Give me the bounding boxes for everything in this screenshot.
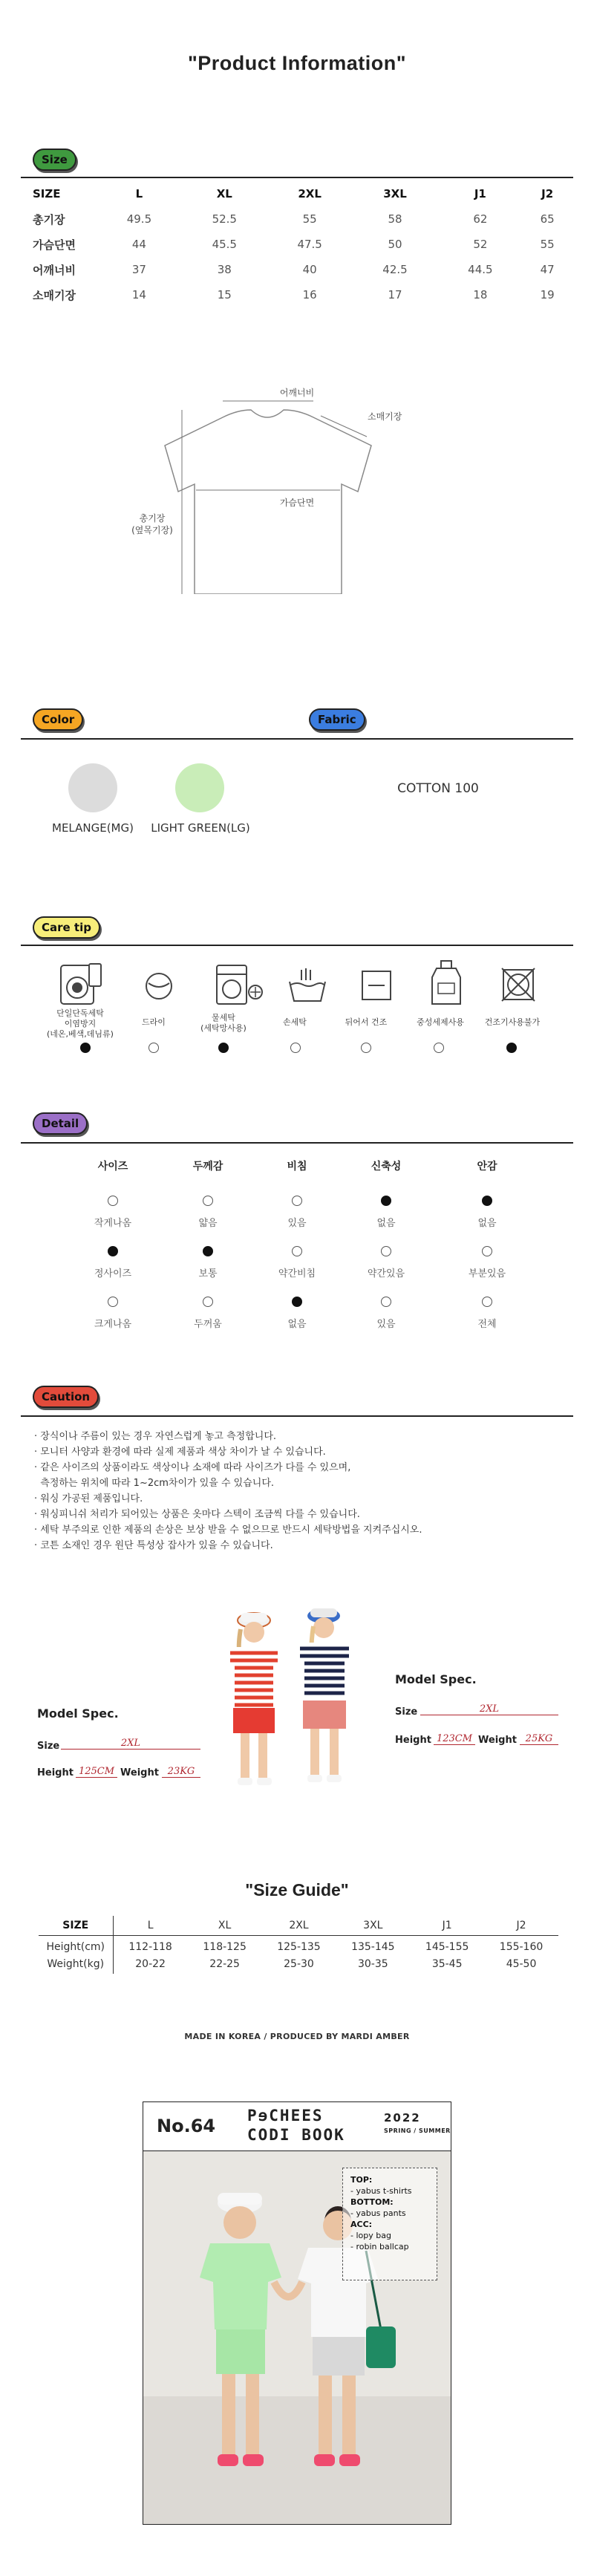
- chest-label: 가슴단면: [279, 498, 315, 508]
- length-label-line2: (옆목기장): [131, 525, 173, 535]
- size-row-label: 소매기장: [33, 288, 76, 302]
- caution-line: · 같은 사이즈의 상품이라도 색상이나 소재에 따라 사이즈가 다를 수 있으며,: [34, 1462, 351, 1473]
- size-cell: 45.5: [212, 238, 237, 251]
- size-guide-row-label: Weight(kg): [39, 1954, 113, 1974]
- size-cell: 65: [540, 212, 555, 226]
- size-cell: 14: [131, 288, 146, 301]
- outfit-item-cap: - robin ballcap: [350, 2242, 409, 2251]
- detergent-icon: [432, 961, 460, 1004]
- size-guide-row: [39, 1954, 558, 1974]
- size-cell: 18: [473, 288, 488, 301]
- size-cell: 52.5: [212, 212, 237, 226]
- caution-line: · 모니터 사양과 환경에 따라 실제 제품과 색상 차이가 날 수 있습니다.: [34, 1447, 326, 1458]
- size-guide-cell: 118-125: [203, 1941, 247, 1954]
- size-guide-cell: 30-35: [357, 1958, 388, 1970]
- care-indicator: [80, 1043, 91, 1053]
- care-divider: [21, 945, 573, 946]
- detail-option-label: 없음: [477, 1218, 497, 1229]
- size-guide-cell: 35-45: [431, 1958, 463, 1970]
- detail-head-stretch: 신축성: [371, 1161, 402, 1173]
- detail-head-sheer: 비침: [287, 1161, 307, 1173]
- size-guide-head-cell: XL: [188, 1916, 262, 1935]
- size-header-cell: J1: [474, 187, 486, 200]
- outfit-heading-top: TOP:: [350, 2175, 373, 2185]
- detail-option-label: 두꺼움: [194, 1319, 222, 1330]
- size-guide-row: [39, 1935, 558, 1954]
- color-name-melange: MELANGE(MG): [52, 821, 134, 835]
- size-cell: 47.5: [297, 238, 322, 251]
- model-1-figure: [227, 1613, 281, 1785]
- size-guide-header: [39, 1916, 558, 1935]
- caution-line: · 워싱 가공된 제품입니다.: [34, 1493, 143, 1504]
- size-cell: 49.5: [126, 212, 152, 226]
- detail-dot: [381, 1297, 391, 1307]
- model-spec-height-value: 123CM: [434, 1733, 475, 1745]
- detail-dot: [482, 1297, 492, 1307]
- size-row-label: 가슴단면: [33, 238, 76, 252]
- codi-book-year: 2022: [384, 2111, 421, 2125]
- size-cell: 42.5: [382, 263, 408, 276]
- detail-dot: [108, 1196, 118, 1206]
- size-guide-table: [39, 1916, 558, 1974]
- footer-credit: MADE IN KOREA / PRODUCED BY MARDI AMBER: [184, 2032, 410, 2041]
- detail-dot: [203, 1297, 213, 1307]
- care-indicator: [290, 1043, 301, 1053]
- codi-book-title-1: PɘCHEES: [247, 2107, 324, 2125]
- washing-machine-icon: [217, 965, 262, 1004]
- detail-dot: [482, 1196, 492, 1206]
- model-spec-size-label: Size: [395, 1706, 418, 1718]
- size-row-label: 총기장: [33, 212, 65, 226]
- size-cell: 62: [473, 212, 488, 226]
- size-guide-row-label: Height(cm): [39, 1935, 113, 1954]
- color-name-lightgreen: LIGHT GREEN(LG): [151, 821, 250, 835]
- size-cell: 52: [473, 238, 488, 251]
- model-spec-height-value: 125CM: [76, 1766, 117, 1778]
- size-guide-head-cell: 2XL: [262, 1916, 336, 1935]
- size-cell: 37: [131, 263, 146, 276]
- size-header-cell: XL: [216, 187, 232, 200]
- outfit-item-bottom: - yabus pants: [350, 2208, 406, 2218]
- sleeve-label: 소매기장: [368, 411, 402, 422]
- size-guide-cell: 20-22: [135, 1958, 166, 1970]
- detail-dot: [292, 1297, 302, 1307]
- detail-tag: Detail: [33, 1112, 88, 1135]
- model-spec-size-label: Size: [37, 1741, 60, 1752]
- caution-line: 측정하는 위치에 따라 1~2cm차이가 있을 수 있습니다.: [34, 1478, 275, 1489]
- codi-outfit-box: [342, 2168, 437, 2280]
- model-spec-weight-value: 23KG: [162, 1766, 200, 1778]
- size-guide-cell: 25-30: [284, 1958, 314, 1970]
- detail-option-label: 작게나옴: [94, 1218, 132, 1229]
- length-label: [119, 512, 186, 536]
- codi-book-card: [143, 2101, 451, 2525]
- separate-wash-icon: [61, 964, 101, 1004]
- outfit-heading-acc: ACC:: [350, 2220, 373, 2229]
- detail-dot: [108, 1246, 118, 1256]
- detail-option-label: 없음: [376, 1218, 396, 1229]
- size-cell: 44.5: [468, 263, 493, 276]
- size-cell: 19: [540, 288, 555, 301]
- detail-divider: [21, 1142, 573, 1144]
- color-divider: [21, 738, 573, 740]
- detail-dot: [203, 1196, 213, 1206]
- size-cell: 55: [302, 212, 317, 226]
- model-spec-title: Model Spec.: [395, 1672, 477, 1686]
- care-indicator: [361, 1043, 371, 1053]
- care-indicator: [506, 1043, 517, 1053]
- size-row: [22, 232, 572, 257]
- detail-head-size: 사이즈: [97, 1161, 128, 1173]
- size-cell: 40: [302, 263, 317, 276]
- size-guide-cell: 135-145: [351, 1941, 395, 1954]
- shoulder-label: 어깨너비: [279, 388, 315, 398]
- codi-book-number: No.64: [157, 2116, 216, 2136]
- caution-tag: Caution: [33, 1386, 99, 1408]
- codi-book-title-2: CODI BOOK: [247, 2126, 345, 2144]
- care-tag: Care tip: [33, 916, 100, 939]
- size-row: [22, 282, 572, 307]
- size-row: [22, 206, 572, 232]
- size-header-cell: 3XL: [383, 187, 407, 200]
- detail-option-label: 크게나옴: [94, 1319, 132, 1330]
- detail-option-label: 없음: [287, 1319, 307, 1330]
- color-tag: Color: [33, 708, 83, 731]
- color-swatch-melange[interactable]: [68, 763, 117, 812]
- color-swatch-lightgreen[interactable]: [175, 763, 224, 812]
- detail-option-label: 약간있음: [367, 1268, 405, 1279]
- model-photo: [200, 1597, 379, 1819]
- fabric-tag: Fabric: [309, 708, 365, 731]
- size-cell: 44: [131, 238, 146, 251]
- caution-line: · 세탁 부주의로 인한 제품의 손상은 보상 받을 수 없으므로 반드시 세탁방법을 지켜주십시오.: [34, 1525, 422, 1536]
- care-label-separate: 단일단독세탁 이염방지 (네온,베색,데님류): [47, 1008, 114, 1039]
- size-guide-cell: 112-118: [128, 1941, 172, 1954]
- model-spec-weight-label: Weight: [478, 1735, 517, 1746]
- care-label-no-tumble: 건조기사용불가: [484, 1017, 541, 1027]
- care-label-detergent: 중성세제사용: [417, 1017, 464, 1027]
- model-spec-size-value: 2XL: [61, 1738, 200, 1750]
- size-cell: 47: [540, 263, 555, 276]
- care-indicator: [148, 1043, 159, 1053]
- size-cell: 15: [217, 288, 232, 301]
- caution-list: [34, 1429, 569, 1553]
- care-label-flat-dry: 뒤어서 건조: [345, 1017, 388, 1027]
- size-header-cell: L: [135, 187, 143, 200]
- detail-dot: [381, 1196, 391, 1206]
- fabric-value: COTTON 100: [397, 781, 479, 796]
- size-guide-head-cell: J1: [410, 1916, 484, 1935]
- size-guide-cell: 145-155: [425, 1941, 469, 1954]
- codi-book-season: SPRING / SUMMER: [384, 2127, 451, 2134]
- page-title: "Product Information": [187, 52, 407, 74]
- model-spec-title: Model Spec.: [37, 1706, 119, 1721]
- dry-clean-icon: [146, 974, 172, 999]
- model-spec-height-label: Height: [37, 1767, 74, 1778]
- care-label-machine: 물세탁 (세탁망사용): [200, 1013, 247, 1033]
- care-indicator: [434, 1043, 444, 1053]
- size-guide-cell: 45-50: [506, 1958, 537, 1970]
- detail-dot: [292, 1196, 302, 1206]
- size-guide-head-cell: J2: [484, 1916, 558, 1935]
- flat-dry-icon: [362, 971, 391, 1000]
- detail-option-label: 얇음: [198, 1218, 218, 1229]
- detail-option-label: 있음: [376, 1319, 396, 1330]
- size-row: [22, 257, 572, 282]
- model-spec-size-value: 2XL: [420, 1703, 558, 1715]
- size-row-label: 어깨너비: [33, 263, 76, 277]
- size-header-cell: SIZE: [33, 187, 61, 200]
- size-cell: 55: [540, 238, 555, 251]
- detail-dot: [203, 1246, 213, 1256]
- outfit-heading-bottom: BOTTOM:: [350, 2197, 394, 2207]
- detail-option-label: 부분있음: [468, 1268, 506, 1279]
- detail-option-label: 있음: [287, 1218, 307, 1229]
- size-tag: Size: [33, 149, 76, 171]
- size-guide-head-cell: 3XL: [336, 1916, 410, 1935]
- no-tumble-dry-icon: [502, 968, 535, 1001]
- outfit-item-top: - yabus t-shirts: [350, 2186, 412, 2196]
- size-cell: 38: [217, 263, 232, 276]
- care-label-dry: 드라이: [142, 1017, 166, 1027]
- size-table: [22, 181, 572, 307]
- detail-option-label: 전체: [477, 1319, 497, 1330]
- size-table-header: [22, 181, 572, 206]
- size-guide-title: "Size Guide": [245, 1880, 349, 1900]
- size-guide-head-cell: SIZE: [39, 1916, 113, 1935]
- size-guide-head-cell: L: [113, 1916, 188, 1935]
- caution-line: · 장식이나 주름이 있는 경우 자연스럽게 놓고 측정합니다.: [34, 1431, 277, 1442]
- size-guide-cell: 22-25: [209, 1958, 240, 1970]
- caution-line: · 워싱피니쉬 처리가 되어있는 상품은 옷마다 스텍이 조금씩 다를 수 있습니다.: [34, 1509, 360, 1520]
- tshirt-diagram: [119, 371, 431, 594]
- model-spec-height-label: Height: [395, 1735, 431, 1746]
- care-indicator: [218, 1043, 229, 1053]
- detail-head-thickness: 두께감: [192, 1161, 223, 1173]
- detail-head-lining: 안감: [477, 1161, 497, 1173]
- care-icons: [52, 958, 549, 1017]
- detail-option-label: 약간비침: [278, 1268, 316, 1279]
- detail-dot: [482, 1246, 492, 1256]
- model-2-figure: [297, 1608, 352, 1782]
- length-label-line1: 총기장: [139, 513, 166, 524]
- size-cell: 17: [388, 288, 402, 301]
- caution-divider: [21, 1415, 573, 1417]
- size-header-cell: 2XL: [298, 187, 322, 200]
- detail-option-label: 보통: [198, 1268, 218, 1279]
- model-spec-weight-label: Weight: [120, 1767, 159, 1778]
- model-spec-weight-value: 25KG: [520, 1733, 558, 1745]
- outfit-item-bag: - lopy bag: [350, 2231, 391, 2240]
- detail-option-label: 정사이즈: [94, 1268, 132, 1279]
- detail-dot: [108, 1297, 118, 1307]
- hand-wash-icon: [290, 968, 325, 1001]
- detail-dot: [381, 1246, 391, 1256]
- size-cell: 50: [388, 238, 402, 251]
- size-cell: 58: [388, 212, 402, 226]
- detail-dot: [292, 1246, 302, 1256]
- caution-line: · 코튼 소재인 경우 원단 특성상 잡사가 있을 수 있습니다.: [34, 1540, 273, 1551]
- size-divider: [21, 177, 573, 178]
- size-header-cell: J2: [541, 187, 554, 200]
- size-guide-cell: 155-160: [499, 1941, 544, 1954]
- size-guide-cell: 125-135: [277, 1941, 321, 1954]
- care-label-hand: 손세탁: [283, 1017, 307, 1027]
- size-cell: 16: [302, 288, 317, 301]
